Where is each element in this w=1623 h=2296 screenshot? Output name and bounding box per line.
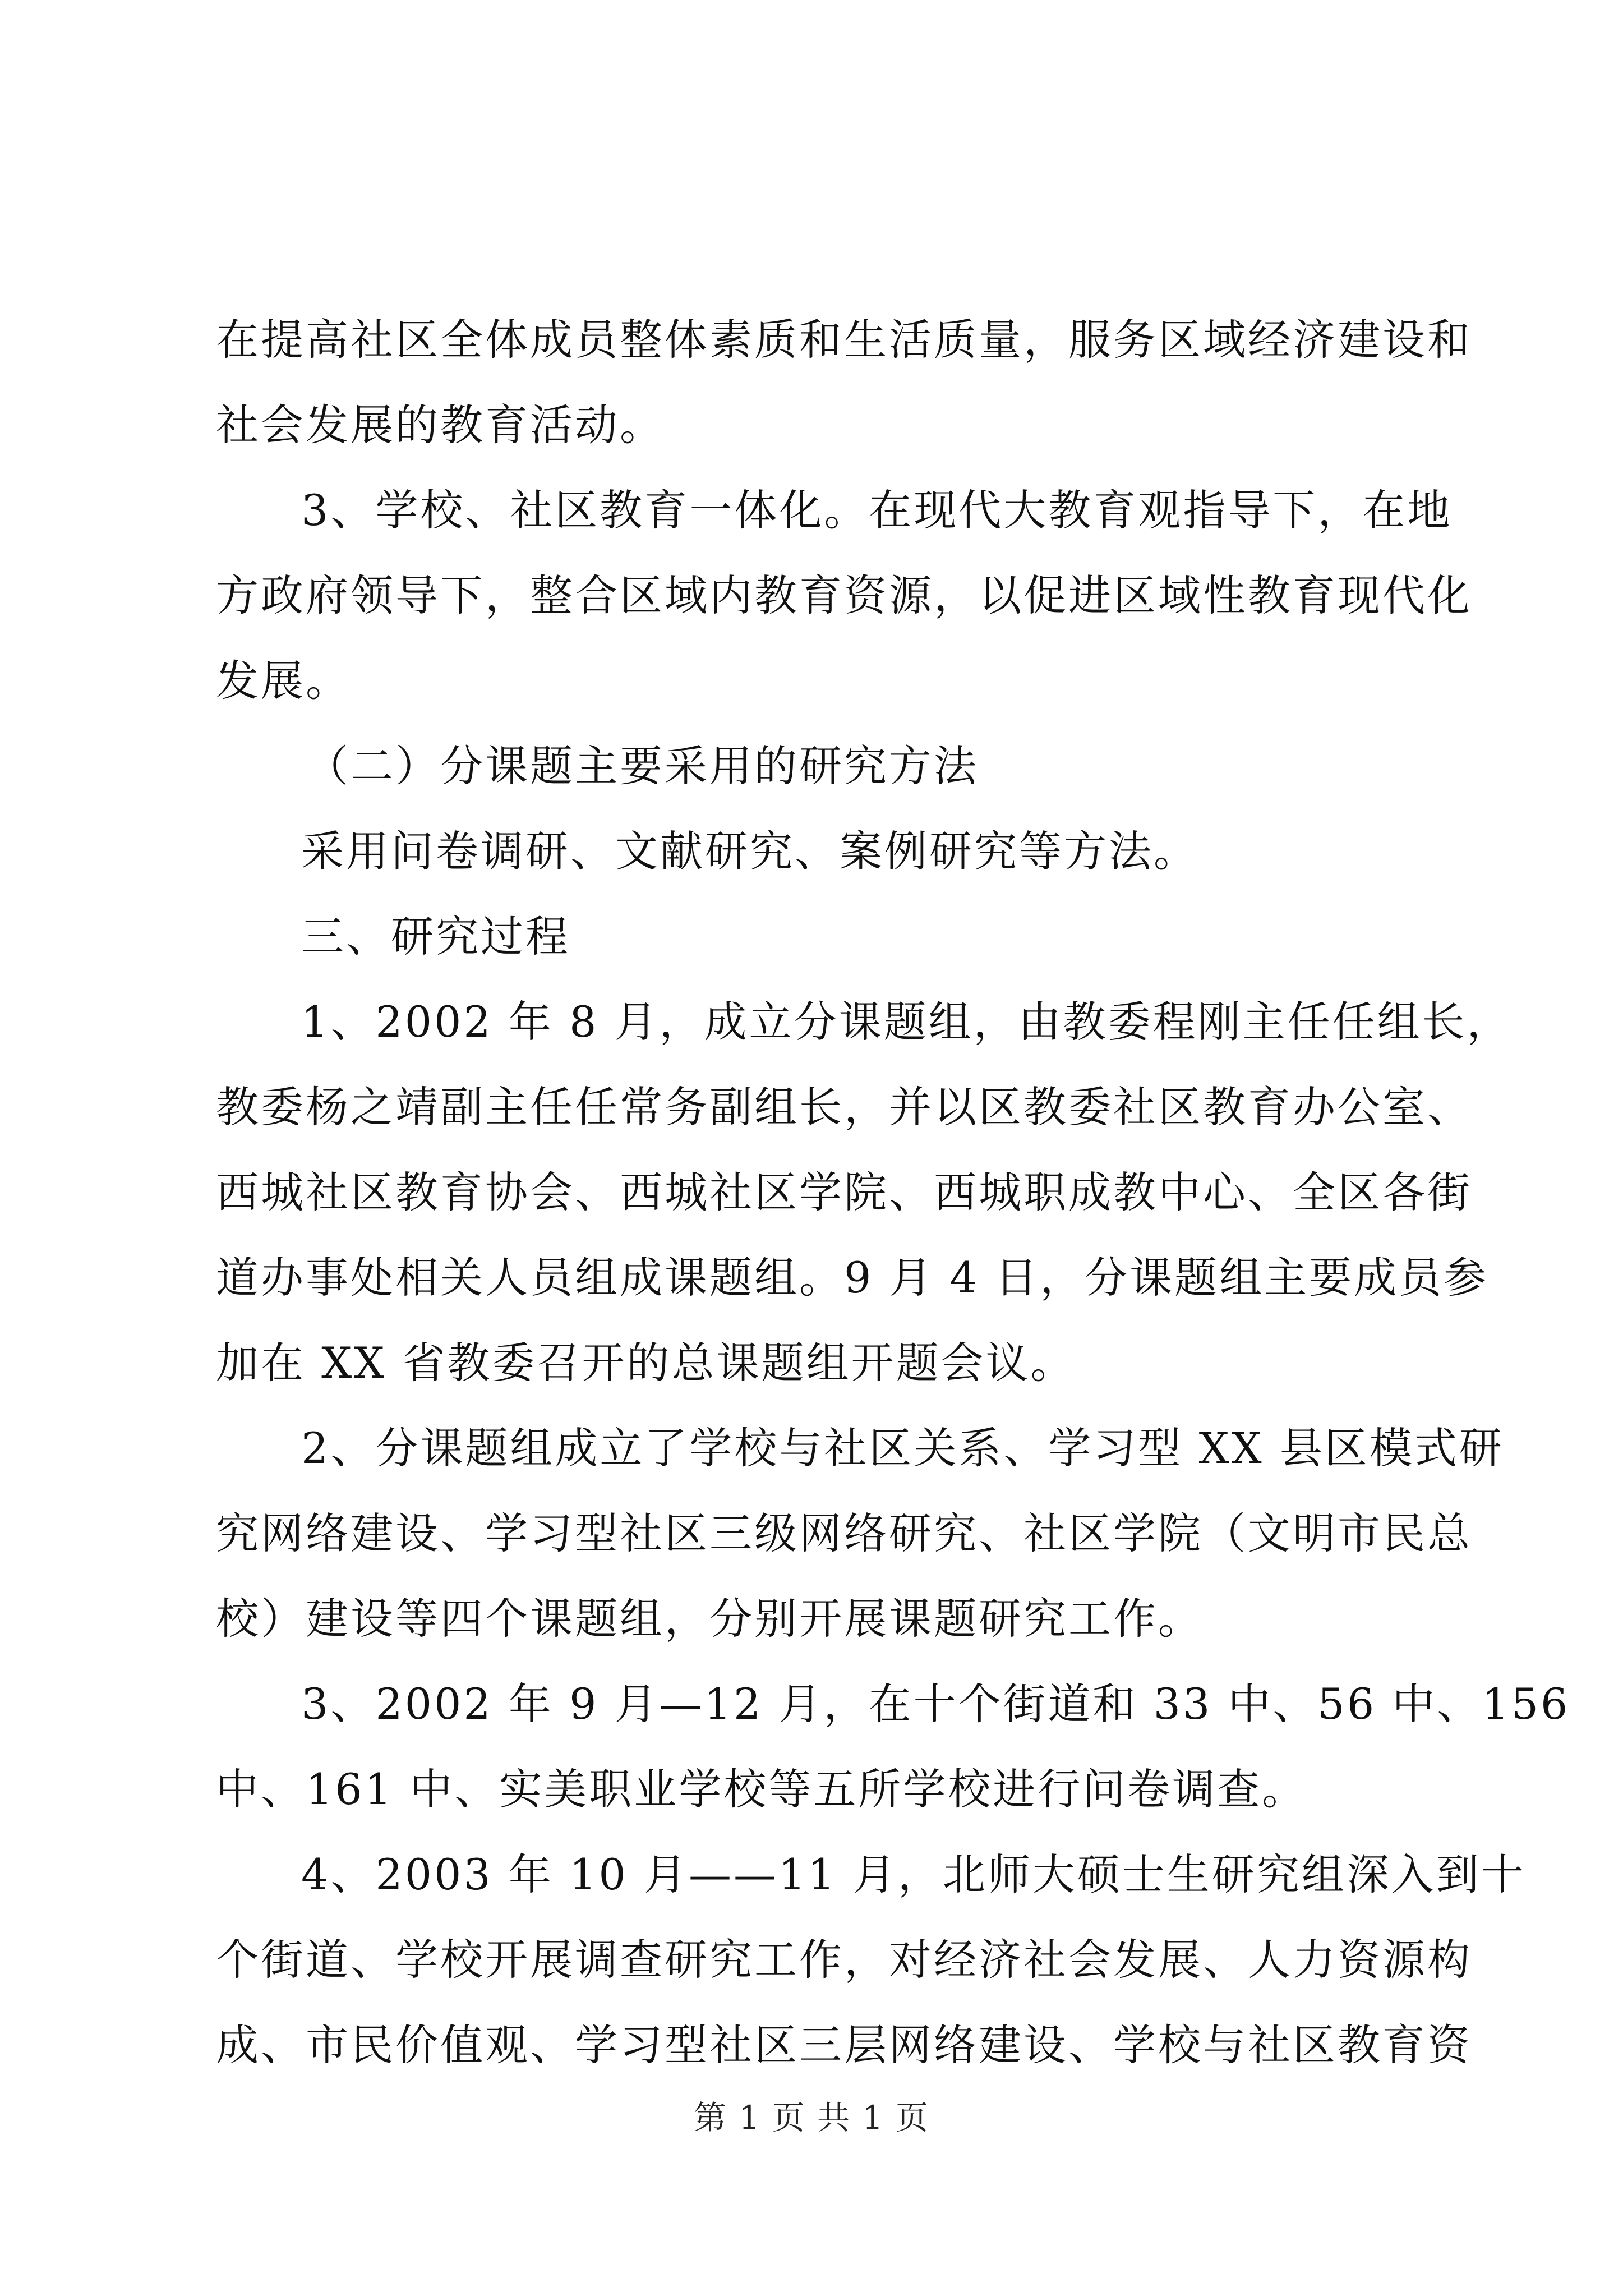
- section-heading: （二）分课题主要采用的研究方法: [306, 741, 979, 791]
- document-body: [216, 297, 1570, 2088]
- section-heading: 三、研究过程: [301, 912, 570, 961]
- page-footer: [0, 2095, 1623, 2140]
- text-line: 校）建设等四个课题组，分别开展课题研究工作。: [216, 1594, 1203, 1644]
- text-line: 2、分课题组成立了学校与社区关系、学习型 XX 县区模式研: [301, 1423, 1504, 1473]
- text-line: 1、2002 年 8 月，成立分课题组，由教委程刚主任任组长，: [301, 997, 1512, 1047]
- text-line: 采用问卷调研、文献研究、案例研究等方法。: [301, 826, 1198, 876]
- text-line: 中、161 中、实美职业学校等五所学校进行问卷调查。: [216, 1764, 1307, 1814]
- page-number-label: 第 1 页 共 1 页: [694, 2099, 929, 2137]
- text-line: 4、2003 年 10 月——11 月，北师大硕士生研究组深入到十: [301, 1849, 1526, 1899]
- text-line: 个街道、学校开展调查研究工作，对经济社会发展、人力资源构: [216, 1935, 1472, 1985]
- text-line: 发展。: [216, 656, 351, 706]
- text-line: 加在 XX 省教委召开的总课题组开题会议。: [216, 1338, 1076, 1388]
- text-line: 究网络建设、学习型社区三级网络研究、社区学院（文明市民总: [216, 1508, 1472, 1558]
- text-line: 西城社区教育协会、西城社区学院、西城职成教中心、全区各街: [216, 1167, 1472, 1217]
- text-line: 3、2002 年 9 月—12 月，在十个街道和 33 中、56 中、156: [301, 1679, 1570, 1729]
- text-line: 在提高社区全体成员整体素质和生活质量，服务区域经济建设和: [216, 315, 1472, 365]
- text-line: 成、市民价值观、学习型社区三层网络建设、学校与社区教育资: [216, 2020, 1472, 2070]
- text-line: 教委杨之靖副主任任常务副组长，并以区教委社区教育办公室、: [216, 1082, 1472, 1132]
- text-line: 道办事处相关人员组成课题组。9 月 4 日，分课题组主要成员参: [216, 1253, 1489, 1303]
- text-line: 3、学校、社区教育一体化。在现代大教育观指导下，在地: [301, 485, 1453, 535]
- text-line: 方政府领导下，整合区域内教育资源，以促进区域性教育现代化: [216, 570, 1472, 620]
- text-line: 社会发展的教育活动。: [216, 400, 665, 450]
